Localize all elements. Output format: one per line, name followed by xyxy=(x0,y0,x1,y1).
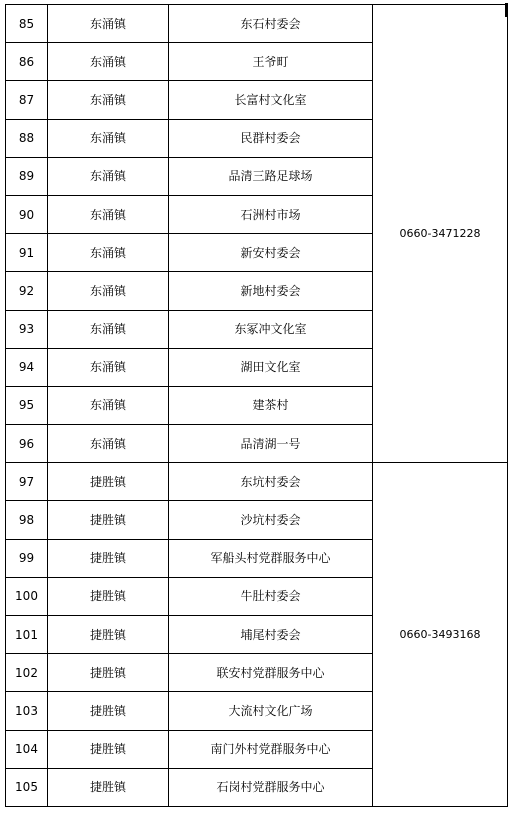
site-cell: 东冢冲文化室 xyxy=(169,310,373,348)
site-cell: 建茶村 xyxy=(169,386,373,424)
town-cell: 捷胜镇 xyxy=(48,616,169,654)
site-cell: 新安村委会 xyxy=(169,234,373,272)
site-cell: 新地村委会 xyxy=(169,272,373,310)
town-cell: 东涌镇 xyxy=(48,5,169,43)
town-cell: 东涌镇 xyxy=(48,234,169,272)
town-cell: 东涌镇 xyxy=(48,310,169,348)
site-cell: 联安村党群服务中心 xyxy=(169,654,373,692)
row-number: 93 xyxy=(6,310,48,348)
town-cell: 捷胜镇 xyxy=(48,768,169,806)
phone-cell: 0660-3493168 xyxy=(373,463,508,807)
row-number: 90 xyxy=(6,195,48,233)
town-cell: 捷胜镇 xyxy=(48,577,169,615)
row-number: 105 xyxy=(6,768,48,806)
town-cell: 捷胜镇 xyxy=(48,463,169,501)
row-number: 86 xyxy=(6,43,48,81)
town-cell: 东涌镇 xyxy=(48,157,169,195)
row-number: 87 xyxy=(6,81,48,119)
site-cell: 东坑村委会 xyxy=(169,463,373,501)
site-cell: 南门外村党群服务中心 xyxy=(169,730,373,768)
town-cell: 捷胜镇 xyxy=(48,539,169,577)
town-cell: 东涌镇 xyxy=(48,348,169,386)
town-cell: 东涌镇 xyxy=(48,386,169,424)
table-row xyxy=(6,5,508,43)
row-number: 95 xyxy=(6,386,48,424)
row-number: 97 xyxy=(6,463,48,501)
row-number: 98 xyxy=(6,501,48,539)
town-cell: 东涌镇 xyxy=(48,119,169,157)
site-cell: 品清湖一号 xyxy=(169,425,373,463)
site-cell: 东石村委会 xyxy=(169,5,373,43)
row-number: 103 xyxy=(6,692,48,730)
site-cell: 牛肚村委会 xyxy=(169,577,373,615)
site-cell: 王爷町 xyxy=(169,43,373,81)
site-table xyxy=(5,4,508,807)
row-number: 99 xyxy=(6,539,48,577)
town-cell: 捷胜镇 xyxy=(48,730,169,768)
site-cell: 埔尾村委会 xyxy=(169,616,373,654)
town-cell: 捷胜镇 xyxy=(48,692,169,730)
town-cell: 捷胜镇 xyxy=(48,654,169,692)
row-number: 102 xyxy=(6,654,48,692)
row-number: 104 xyxy=(6,730,48,768)
row-number: 85 xyxy=(6,5,48,43)
site-cell: 石岗村党群服务中心 xyxy=(169,768,373,806)
site-cell: 品清三路足球场 xyxy=(169,157,373,195)
site-cell: 民群村委会 xyxy=(169,119,373,157)
site-cell: 石洲村市场 xyxy=(169,195,373,233)
row-number: 94 xyxy=(6,348,48,386)
site-cell: 军船头村党群服务中心 xyxy=(169,539,373,577)
row-number: 101 xyxy=(6,616,48,654)
town-cell: 东涌镇 xyxy=(48,81,169,119)
phone-cell: 0660-3471228 xyxy=(373,5,508,463)
site-cell: 湖田文化室 xyxy=(169,348,373,386)
row-number: 91 xyxy=(6,234,48,272)
site-cell: 长富村文化室 xyxy=(169,81,373,119)
town-cell: 东涌镇 xyxy=(48,195,169,233)
table-row xyxy=(6,463,508,501)
town-cell: 东涌镇 xyxy=(48,425,169,463)
site-table-body xyxy=(6,5,508,807)
town-cell: 东涌镇 xyxy=(48,43,169,81)
row-number: 100 xyxy=(6,577,48,615)
row-number: 92 xyxy=(6,272,48,310)
row-number: 88 xyxy=(6,119,48,157)
town-cell: 东涌镇 xyxy=(48,272,169,310)
site-cell: 大流村文化广场 xyxy=(169,692,373,730)
row-number: 96 xyxy=(6,425,48,463)
town-cell: 捷胜镇 xyxy=(48,501,169,539)
row-number: 89 xyxy=(6,157,48,195)
site-cell: 沙坑村委会 xyxy=(169,501,373,539)
